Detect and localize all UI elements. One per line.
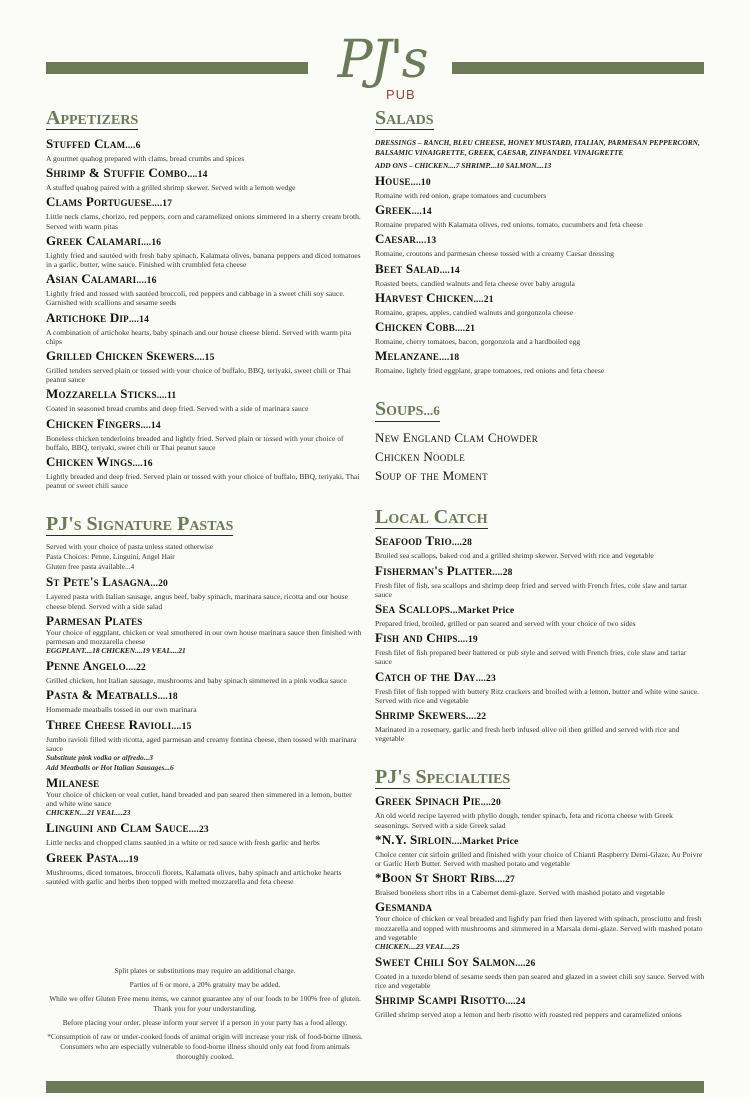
menu-item <box>375 630 705 666</box>
item-description: Grilled shrimp served atop a lemon and herb risotto with roasted red peppers and caramelized onions <box>375 1010 682 1020</box>
item-price: ....21 <box>454 324 476 335</box>
logo-text: PJ's <box>337 30 427 90</box>
item-description: Lightly fried and tossed with sautéed broccoli, red peppers and cabbage in a sweet chili soy sauce. Garnished with scallions and sesame seeds <box>46 289 345 308</box>
item-price: ....6 <box>125 141 141 151</box>
item-price: ....16 <box>136 276 157 287</box>
item-price: ....10 <box>410 178 431 188</box>
item-description: Romaine with red onion, grape tomatoes and cucumbers <box>375 191 547 200</box>
item-description: Broiled sea scallops, baked cod and a grilled shrimp skewer. Served with rice and vegetable <box>375 551 654 561</box>
pasta-intro: Served with your choice of pasta unless stated otherwise <box>46 542 214 552</box>
item-price: ....18 <box>439 353 460 364</box>
item-name: Grilled Chicken Skewers <box>46 348 195 364</box>
fine-print-line: While we offer Gluten Free menu items, we cannot guarantee any of our foods to be 100% free of gluten. Thank you for your understanding. <box>49 994 361 1013</box>
item-name: Caesar <box>375 231 417 247</box>
item-price: ....17 <box>151 199 173 210</box>
item-name: Sweet Chili Soy Salmon <box>375 954 516 970</box>
item-name: Greek Spinach Pie <box>375 793 481 809</box>
item-description: Romaine, croutons and parmesan cheese tossed with a creamy Caesar dressing <box>375 249 614 259</box>
menu-item <box>46 233 364 269</box>
item-description: An old world recipe layered with phyllo dough, tender spinach, feta and ricotta cheese with Greek seasonings. Served with a side Greek salad <box>375 811 673 830</box>
menu-item <box>46 271 364 307</box>
item-price: ....23 <box>188 825 209 836</box>
item-price: ....14 <box>439 265 460 276</box>
item-description: Coated in a tuxedo blend of sesame seeds then pan seared and glazed in a sweet chili soy sauce. Served with rice and vegetable <box>375 972 705 991</box>
item-options: CHICKEN....23 VEAL....25 <box>375 942 460 952</box>
item-description: Little necks and chopped clams sautéed in a white or red sauce with fresh garlic and herbs <box>46 838 320 848</box>
item-price: ....16 <box>141 237 162 248</box>
menu-item <box>46 194 364 230</box>
appetizers-title: Appetizers <box>46 107 139 129</box>
menu-item <box>375 261 705 288</box>
item-description: Romaine, cherry tomatoes, bacon, gorgonzola and a hardboiled egg <box>375 337 581 347</box>
menu-item <box>375 319 705 346</box>
item-name: Shrimp & Stuffie Combo <box>46 165 188 181</box>
soup-item: Chicken Noodle <box>375 449 465 465</box>
item-price: ....18 <box>157 692 178 703</box>
item-name: Greek Pasta <box>46 849 119 865</box>
item-description: Mushrooms, diced tomatoes, broccoli florets, Kalamata olives, baby spinach and artichoke hearts sautéed with garlic and herbs then topped with melted mozzarella and feta cheese <box>46 867 342 886</box>
item-description: A stuffed quahog paired with a grilled shrimp skewer. Served with a lemon wedge <box>46 183 296 193</box>
add-on-note: Add Meatballs or Hot Italian Sausages...6 <box>46 763 174 773</box>
item-name: Mozzarella Sticks <box>46 386 157 402</box>
fine-print-line: Before placing your order, please inform your server if a person in your party has a food allergy. <box>62 1018 348 1027</box>
menu-item <box>46 416 364 452</box>
item-name: Parmesan Plates <box>46 612 143 628</box>
item-description: Little neck clams, chorizo, red peppers, corn and caramelized onions simmered in a sherry cream broth. Served with warm pitas <box>46 212 361 231</box>
item-description: Your choice of eggplant, chicken or veal smothered in our own house marinara sauce then finished with parmesan and mozzarella cheese <box>46 627 362 647</box>
substitute-note: Substitute pink vodka or alfredo...3 <box>46 753 153 763</box>
salads-section <box>375 108 705 375</box>
item-name: Fish and Chips <box>375 630 458 646</box>
item-name: *N.Y. Sirloin <box>375 831 452 847</box>
specialties-section <box>375 767 705 1019</box>
menu-item <box>375 832 705 868</box>
appetizers-section <box>46 108 364 490</box>
menu-item <box>46 348 364 384</box>
menu-item <box>46 850 364 886</box>
item-name: Shrimp Skewers <box>375 707 467 723</box>
item-description: Romaine, lightly fried eggplant, grape tomatoes, red onions and feta cheese <box>375 366 605 376</box>
logo-subtext: PUB <box>386 87 416 102</box>
left-column <box>46 108 364 886</box>
menu-item <box>46 820 364 847</box>
item-name: Shrimp Scampi Risotto <box>375 992 506 1008</box>
menu-item <box>375 533 705 560</box>
item-price: ....26 <box>515 959 536 970</box>
menu-item <box>46 687 364 714</box>
item-name: Chicken Wings <box>46 454 133 470</box>
item-name: Three Cheese Ravioli <box>46 716 172 732</box>
item-name: Seafood Trio <box>375 533 452 549</box>
menu-item <box>375 992 705 1019</box>
item-price: ....14 <box>187 170 208 181</box>
item-price: ....14 <box>140 420 161 431</box>
appetizer-list <box>46 136 364 490</box>
menu-item <box>375 707 705 743</box>
item-description: Boneless chicken tenderloins breaded and lightly fried. Served plain or tossed with your choice of buffalo, BBQ, teriyaki, sweet chili or Thai peanut sauce <box>46 433 344 452</box>
menu-item <box>375 173 705 200</box>
specialties-title: PJ's Specialties <box>375 766 511 789</box>
item-name: Asian Calamari <box>46 271 137 287</box>
item-price: ...Market Price <box>450 606 515 617</box>
item-price: ....15 <box>194 353 215 364</box>
menu-item <box>375 793 705 829</box>
header-bar-right <box>452 62 704 74</box>
item-name: Penne Angelo <box>46 658 126 674</box>
item-name: Beet Salad <box>375 260 440 276</box>
menu-item <box>375 348 705 375</box>
fine-print-line: *Consumption of raw or under-cooked foods of animal origin will increase your risk of food-borne illness. Consumers who are especially vulnerable to food-borne illness should only eat food from animals thoroughly cooked. <box>47 1032 363 1061</box>
salads-title: Salads <box>375 107 434 129</box>
menu-item <box>46 717 364 753</box>
item-name: Chicken Fingers <box>46 415 141 431</box>
item-price: ....13 <box>416 236 437 247</box>
item-description: Roasted beets, candied walnuts and feta cheese over baby arugula <box>375 278 575 288</box>
menu-item <box>375 601 705 628</box>
item-description: Marinated in a rosemary, garlic and fresh herb infused olive oil then grilled and served with rice and vegetable <box>375 725 680 744</box>
menu-item <box>375 563 705 599</box>
menu-item <box>46 136 364 163</box>
fine-print <box>46 966 364 1066</box>
menu-item <box>375 231 705 258</box>
item-price: ....19 <box>457 635 478 646</box>
menu-item <box>46 310 364 346</box>
menu-item <box>375 899 705 952</box>
menu-item <box>46 613 364 656</box>
item-name: Harvest Chicken <box>375 289 474 305</box>
item-name: Fisherman's Platter <box>375 562 493 578</box>
item-price: ....21 <box>473 294 494 305</box>
local-catch-title: Local Catch <box>375 506 488 529</box>
footer-bar <box>46 1081 704 1093</box>
item-price: ....28 <box>451 538 473 549</box>
item-name: Milanese <box>46 775 100 791</box>
item-description: Fresh filet of fish, sea scallops and shrimp deep fried and served with French fries, cole slaw and tartar sauce <box>375 580 688 599</box>
pjs-pub-logo <box>312 30 452 110</box>
menu-item <box>375 870 705 897</box>
fine-print-line: Parties of 6 or more, a 20% gratuity may be added. <box>129 980 281 989</box>
item-price: ...20 <box>150 579 168 590</box>
item-name: Chicken Cobb <box>375 319 455 335</box>
item-name: Catch of the Day <box>375 668 476 684</box>
pastas-section <box>46 514 364 886</box>
item-price: ....23 <box>475 673 496 684</box>
menu-item <box>46 775 364 818</box>
item-name: Artichoke Dip <box>46 309 129 325</box>
item-description: Choice center cut sirloin grilled and finished with your choice of Chianti Raspberry Demi-Glaze, Au Poivre or Garlic Herb Butter. Served with mashed potato and vegetable <box>375 849 703 869</box>
soups-section <box>375 399 705 485</box>
menu-item <box>375 202 705 229</box>
item-price: ....14 <box>128 314 150 325</box>
item-name: St Pete's Lasagna <box>46 574 151 590</box>
item-price: ....22 <box>466 712 487 723</box>
item-name: Clams Portuguese <box>46 194 152 210</box>
item-name: Linguini and Clam Sauce <box>46 820 189 836</box>
dressings-list: DRESSINGS – RANCH, BLEU CHEESE, HONEY MUSTARD, ITALIAN, PARMESAN PEPPERCORN, BALSAMIC VINAIGRETTE, GREEK, CAESAR, ZINFANDEL VINAIGRETTE <box>375 138 700 157</box>
item-description: Homemade meatballs tossed in our own marinara <box>46 705 197 715</box>
item-description: Layered pasta with Italian sausage, angus beef, baby spinach, marinara sauce, ricotta and our house cheese blend. Served with a side salad <box>46 592 348 611</box>
soups-title <box>375 399 440 422</box>
item-description: Your choice of chicken or veal cutlet, hand breaded and pan seared then simmered in a lemon, butter and white wine sauce <box>46 790 352 809</box>
pastas-title: PJ's Signature Pastas <box>46 513 234 536</box>
local-catch-section <box>375 507 705 743</box>
item-price: ....27 <box>494 875 515 886</box>
item-price: ....20 <box>480 798 501 809</box>
menu-item <box>46 165 364 192</box>
pasta-choices: Pasta Choices: Penne, Linguini, Angel Hair <box>46 552 175 562</box>
item-name: Gesmanda <box>375 899 433 915</box>
item-name: Sea Scallops <box>375 601 451 617</box>
item-description: Prepared fried, broiled, grilled or pan seared and served with your choice of two sides <box>375 619 636 629</box>
soups-title-text: Soups <box>375 398 424 421</box>
item-name: Greek Calamari <box>46 232 142 248</box>
item-description: Coated in seasoned bread crumbs and deep fried. Served with a side of marinara sauce <box>46 404 309 414</box>
soup-item: New England Clam Chowder <box>375 430 539 446</box>
item-name: House <box>375 173 411 188</box>
soups-price: ...6 <box>423 403 440 419</box>
menu-item <box>46 454 364 490</box>
item-price: ....24 <box>505 997 526 1008</box>
item-price: ....11 <box>156 391 177 402</box>
item-description: Fresh filet of fish prepared beer battered or pub style and served with French fries, cole slaw and tartar sauce <box>375 648 687 667</box>
item-description: Braised boneless short ribs in a Cabernet demi-glaze. Served with mashed potato and vegetable <box>375 888 665 898</box>
item-price: ....15 <box>171 721 192 732</box>
item-description: A combination of artichoke hearts, baby spinach and our house cheese blend. Served with warm pita chips <box>46 327 352 346</box>
gluten-free-note: Gluten free pasta available...4 <box>46 562 135 572</box>
item-description: Fresh filet of fish topped with buttery Ritz crackers and broiled with a lemon, butter and white wine sauce. Served with rice and vegetable <box>375 686 699 705</box>
item-price: ....Market Price <box>451 836 519 847</box>
item-price: ....22 <box>125 663 146 674</box>
item-options: EGGPLANT....18 CHICKEN....19 VEAL....21 <box>46 646 186 656</box>
menu-item <box>375 954 705 990</box>
item-price: ....16 <box>132 459 153 470</box>
soup-item: Soup of the Moment <box>375 468 488 484</box>
item-name: Melanzane <box>375 348 440 364</box>
salad-add-ons: ADD ONS – CHICKEN....7 SHRIMP....10 SALMON....13 <box>375 161 552 170</box>
item-description: Your choice of chicken or veal breaded and lightly pan fried then layered with spinach, prosciutto and fresh mozzarella and topped with mushrooms and simmered in a Marsala demi-glaze. Served with mashed potato and vegetable <box>375 914 703 942</box>
item-price: ....19 <box>118 854 139 865</box>
item-description: Lightly fried and sautéed with fresh baby spinach, Kalamata olives, banana peppers and diced tomatoes in a garlic, butter, wine sauce. Finished with crumbled feta cheese <box>46 250 361 270</box>
item-name: Stuffed Clam <box>46 136 126 151</box>
menu-item <box>46 386 364 413</box>
fine-print-line: Split plates or substitutions may require an additional charge. <box>114 966 296 975</box>
header-bar-left <box>46 62 308 74</box>
item-description: Grilled chicken, hot Italian sausage, mushrooms and baby spinach simmered in a pink vodka sauce <box>46 676 347 686</box>
item-name: *Boon St Short Ribs <box>375 870 495 886</box>
item-price: ....28 <box>492 567 513 578</box>
item-description: Romaine prepared with Kalamata olives, red onions, tomato, cucumbers and feta cheese <box>375 220 643 230</box>
item-description: Lightly breaded and deep fried. Served plain or tossed with your choice of buffalo, BBQ, teriyaki, Thai peanut or sweet chili sauce <box>46 472 360 491</box>
menu-item <box>375 290 705 317</box>
item-name: Greek <box>375 202 412 218</box>
item-description: Grilled tenders served plain or tossed with your choice of buffalo, BBQ, teriyaki, sweet chili or Thai peanut sauce <box>46 366 351 385</box>
item-price: ....14 <box>411 207 432 218</box>
menu-item <box>46 658 364 685</box>
item-name: Pasta & Meatballs <box>46 687 158 703</box>
menu-item <box>46 574 364 610</box>
item-description: Jumbo ravioli filled with ricotta, aged parmesan and creamy fontina cheese, then tossed with marinara sauce <box>46 734 357 753</box>
menu-item <box>375 669 705 705</box>
item-options: CHICKEN....21 VEAL....23 <box>46 808 131 818</box>
right-column <box>375 108 705 1020</box>
item-description: A gourmet quahog prepared with clams, bread crumbs and spices <box>46 154 245 163</box>
item-description: Romaine, grapes, apples, candied walnuts and gorgonzola cheese <box>375 307 574 317</box>
